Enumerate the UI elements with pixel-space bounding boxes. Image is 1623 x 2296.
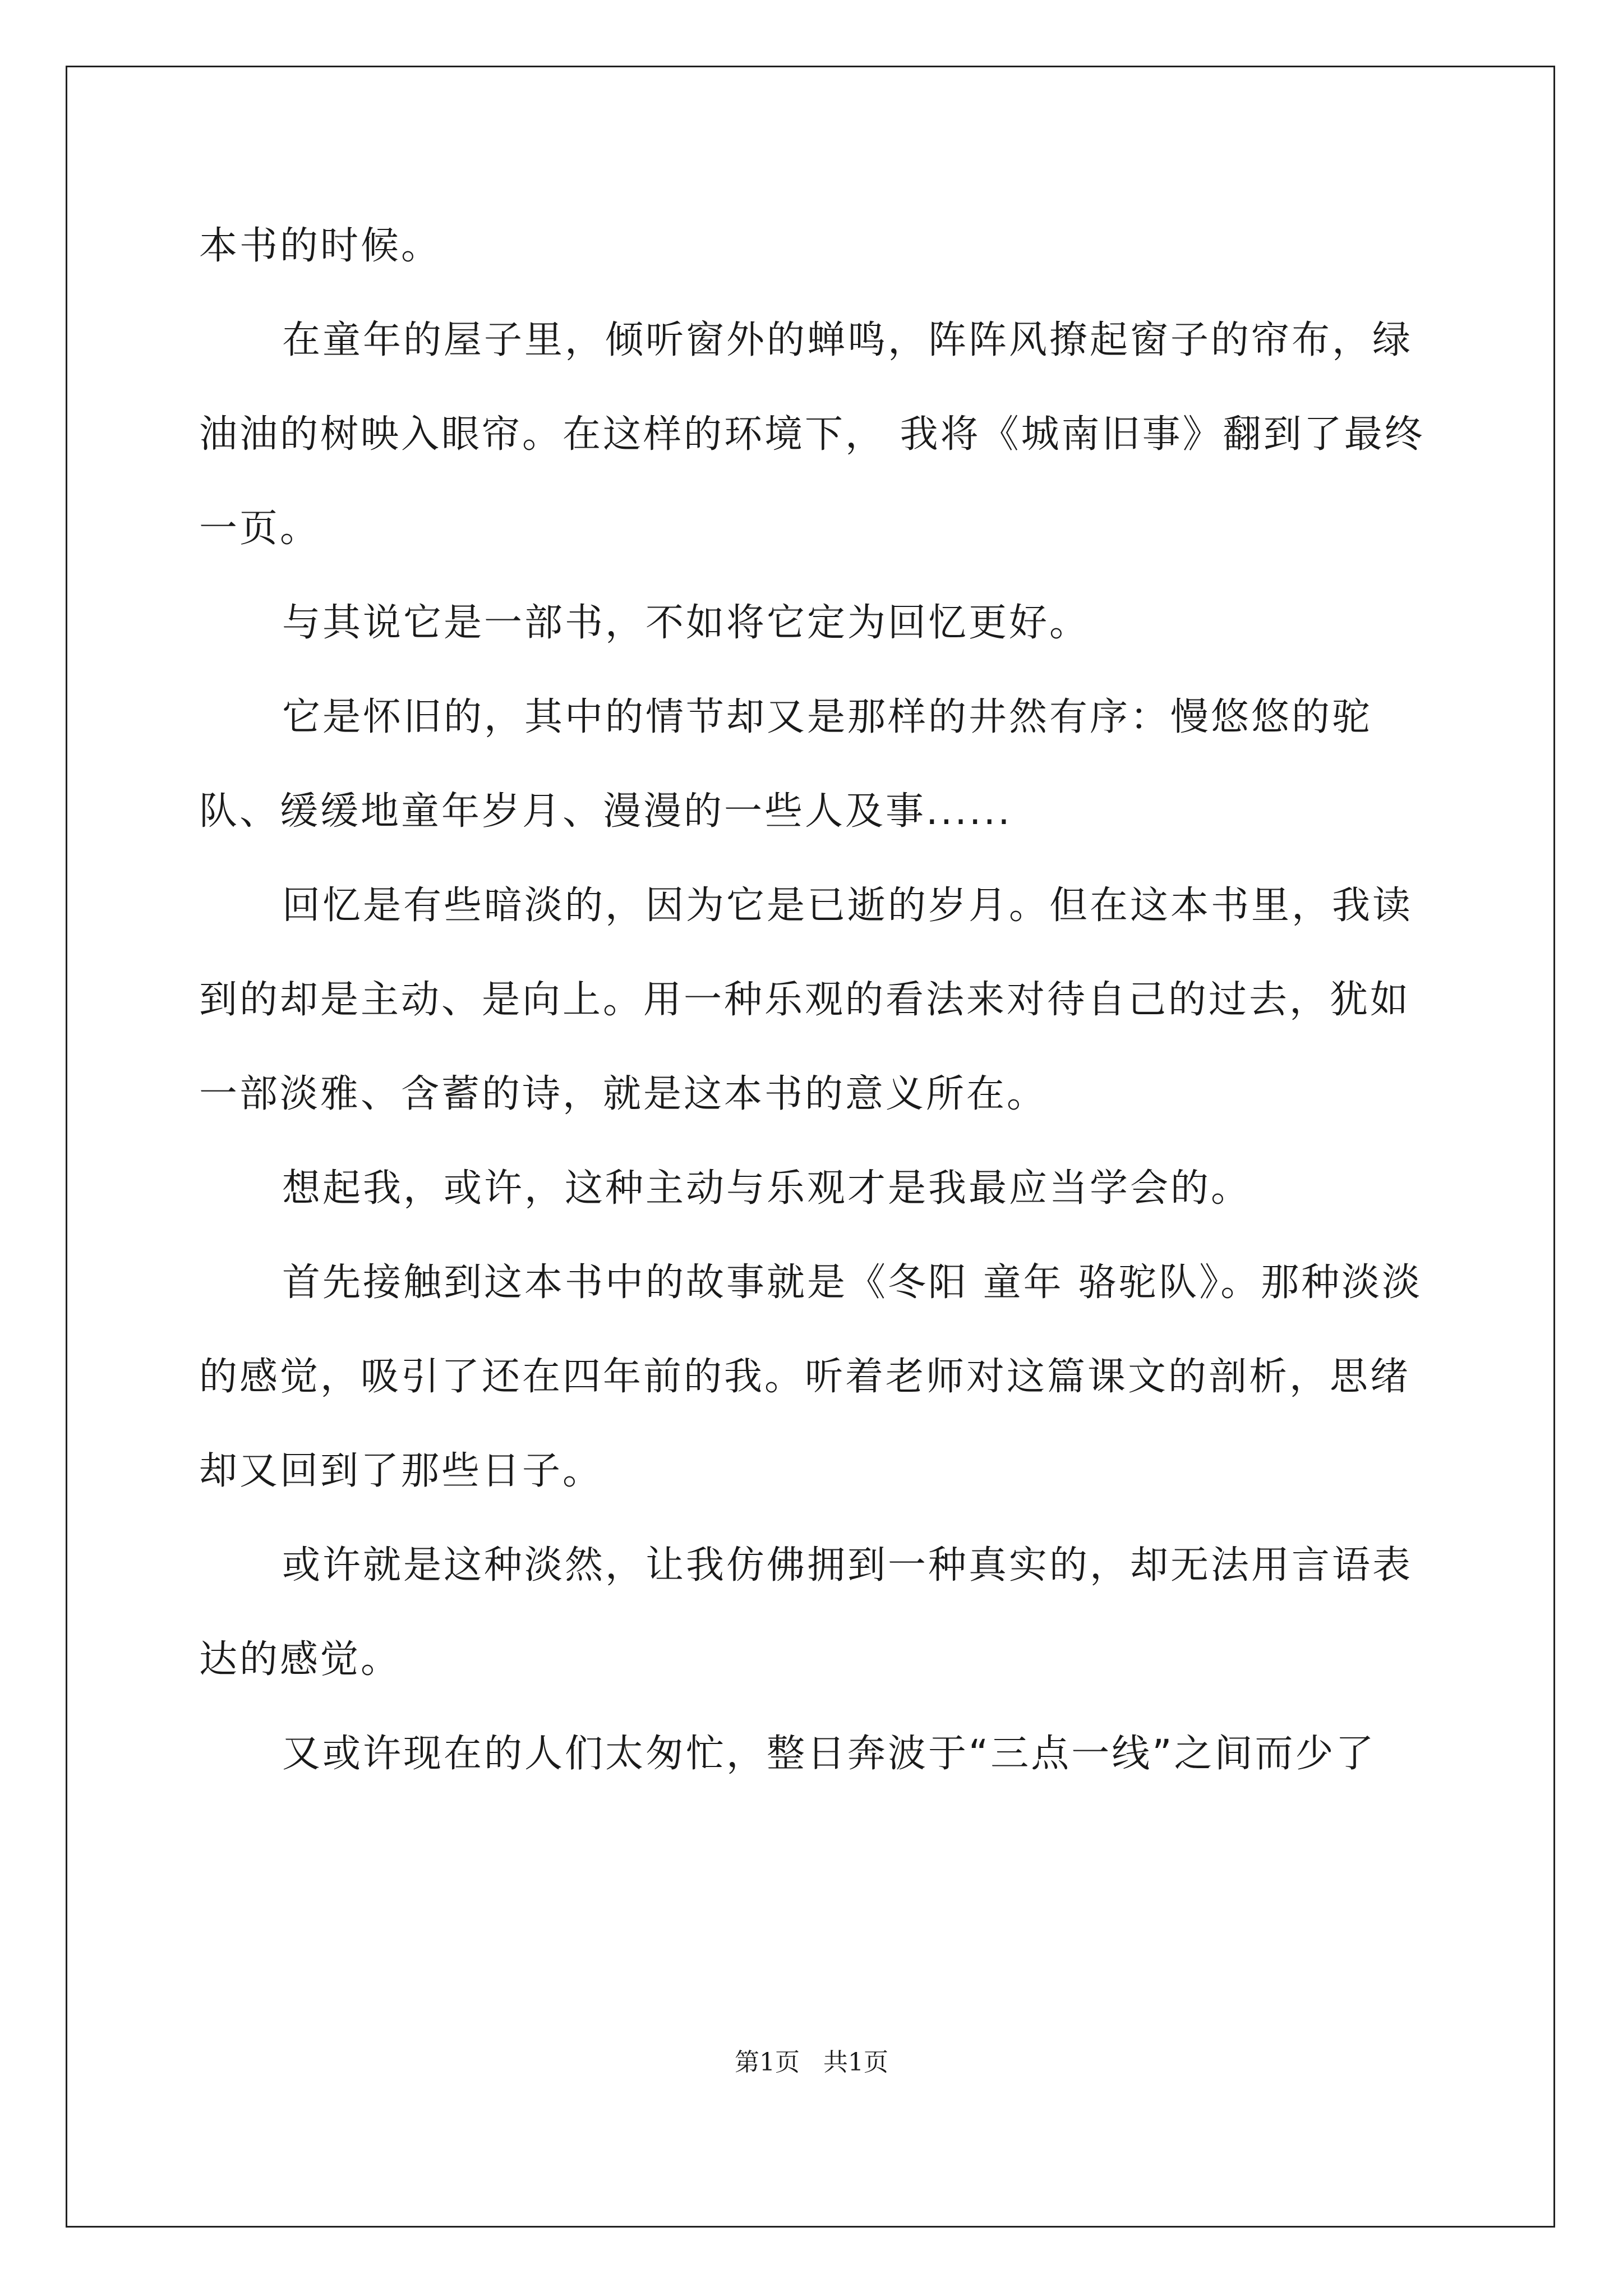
paragraph: 想起我，或许，这种主动与乐观才是我最应当学会的。 [282, 1166, 1252, 1211]
paragraph: 在童年的屋子里，倾听窗外的蝉鸣，阵阵风撩起窗子的帘布，绿油油的树映入眼帘。在这样的环境下， 我将《城南旧事》翻到了最终一页。 [199, 318, 1425, 551]
paragraph-continuation: 本书的时候。 [199, 224, 442, 268]
paragraph: 又或许现在的人们太匆忙，整日奔波于“三点一线”之间而少了 [282, 1732, 1376, 1776]
paragraph: 回忆是有些暗淡的，因为它是已逝的岁月。但在这本书里，我读到的却是主动、是向上。用一种乐观的看法来对待自己的过去，犹如一部淡雅、含蓄的诗，就是这本书的意义所在。 [199, 884, 1413, 1116]
paragraph: 首先接触到这本书中的故事就是《冬阳 童年 骆驼队》。那种淡淡的感觉，吸引了还在四年前的我。听着老师对这篇课文的剖析，思绪却又回到了那些日子。 [199, 1260, 1423, 1493]
paragraph: 与其说它是一部书，不如将它定为回忆更好。 [282, 601, 1090, 645]
paragraph: 它是怀旧的，其中的情节却又是那样的井然有序：慢悠悠的驼队、缓缓地童年岁月、漫漫的一些人及事...... [199, 695, 1373, 834]
paragraph: 或许就是这种淡然，让我仿佛拥到一种真实的，却无法用言语表达的感觉。 [199, 1543, 1413, 1682]
document-body [199, 199, 1450, 1801]
page-number-footer: 第1页 共1页 [735, 2048, 888, 2077]
